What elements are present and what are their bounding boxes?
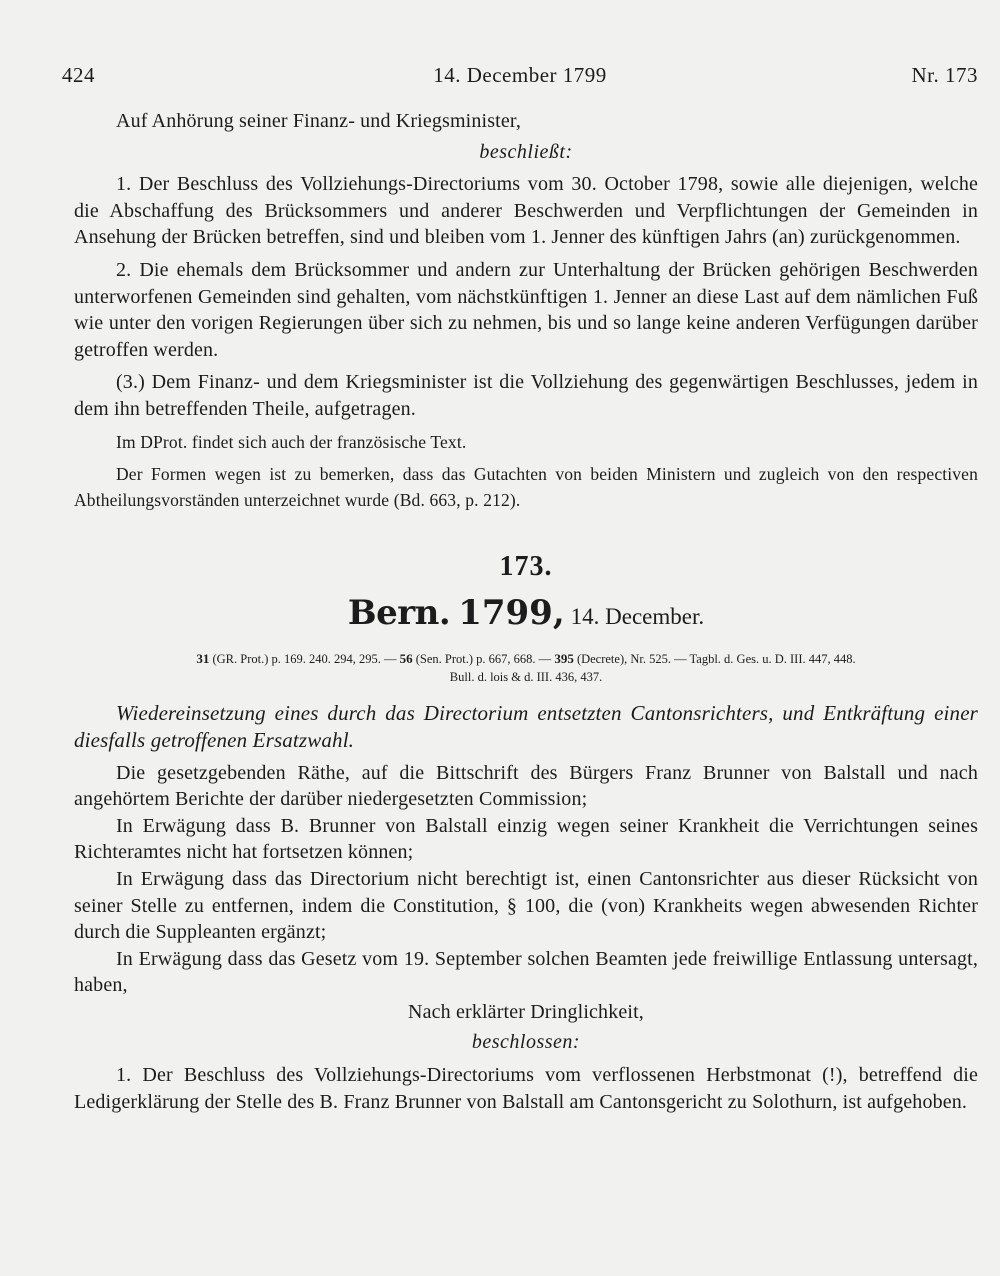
references-line-2: Bull. d. lois & d. III. 436, 437. <box>449 669 603 684</box>
entry-paragraph-2: In Erwägung dass B. Brunner von Balstall einzig wegen seiner Krankheit die Verrichtungen seines Richteramtes nicht hat fortsetzen können; <box>74 814 978 864</box>
entry-paragraph-5: 1. Der Beschluss des Vollziehungs-Directoriums vom verflossenen Herbstmonat (!), betreffend die Ledigerklärung der Stelle des B. Franz Brunner von Balstall am Cantonsgericht zu Solothurn, ist aufgehoben. <box>74 1064 978 1113</box>
entry-place: Bern. <box>347 592 451 633</box>
header-document-number: Nr. 173 <box>911 63 978 87</box>
entry-number: 173. <box>499 550 553 582</box>
previous-resolve-word: beschließt: <box>479 140 573 163</box>
entry-resolve-word: beschlossen: <box>471 1031 581 1054</box>
editorial-note-1: Im DProt. findet sich auch der französische Text. <box>116 431 467 452</box>
entry-paragraph-4: In Erwägung dass das Gesetz vom 19. September solchen Beamten jede freiwillige Entlassung untersagt, haben, <box>74 947 978 997</box>
entry-paragraph-3: In Erwägung dass das Directorium nicht berechtigt ist, einen Cantonsrichter aus dieser Rücksicht von seiner Stelle zu entfernen, indem die Constitution, § 100, die (von) Krankheits wegen abwesenden Richter durch die Suppleanten ergänzt; <box>74 867 978 944</box>
previous-paragraph-3: (3.) Dem Finanz- und dem Kriegsminister ist die Vollziehung des gegenwärtigen Beschlusses, jedem in dem ihn betreffenden Theile, aufgetragen. <box>74 371 978 420</box>
reference-number: 31 <box>196 650 210 666</box>
header-date: 14. December 1799 <box>433 63 607 87</box>
previous-paragraph-1: 1. Der Beschluss des Vollziehungs-Directoriums vom 30. October 1798, sowie alle diejenigen, welche die Abschaffung des Brücksommers und anderer Beschwerden und Verpflichtungen der Gemeinden in Ansehung der Brücken betreffen, sind und bleiben vom 1. Jenner des künftigen Jahrs (an) zurückgenommen. <box>74 173 978 249</box>
editorial-note-2: Der Formen wegen ist zu bemerken, dass das Gutachten von beiden Ministern und zugleich von den respectiven Abtheilungsvorständen unterzeichnet wurde (Bd. 663, p. 212). <box>74 463 978 510</box>
previous-intro: Auf Anhörung seiner Finanz- und Kriegsminister, <box>116 110 522 132</box>
entry-subject: Wiedereinsetzung eines durch das Directorium entsetzten Cantonsrichters, und Entkräftung einer diesfalls getroffenen Ersatzwahl. <box>74 700 978 752</box>
reference-number: 56 <box>399 650 413 666</box>
page-body <box>74 108 978 1115</box>
reference-number: 395 <box>554 650 574 666</box>
reference-text: (GR. Prot.) p. 169. 240. 294, 295. — <box>212 651 397 666</box>
entry-urgency: Nach erklärter Dringlichkeit, <box>408 1000 644 1023</box>
entry-year: 1799, <box>458 592 565 633</box>
source-references <box>74 650 978 686</box>
entry-date: 14. December. <box>570 603 705 629</box>
references-line-1 <box>74 650 978 668</box>
reference-text: (Sen. Prot.) p. 667, 668. — <box>415 651 552 666</box>
entry-heading <box>74 593 978 640</box>
page-number: 424 <box>62 63 95 87</box>
entry-paragraph-1: Die gesetzgebenden Räthe, auf die Bittschrift des Bürgers Franz Brunner von Balstall und nach angehörtem Berichte der darüber niedergesetzten Commission; <box>74 761 978 811</box>
reference-text: (Decrete), Nr. 525. — Tagbl. d. Ges. u. D. III. 447, 448. <box>576 651 856 666</box>
previous-paragraph-2: 2. Die ehemals dem Brücksommer und andern zur Unterhaltung der Brücken gehörigen Beschwerden unterworfenen Gemeinden sind gehalten, vom nächstkünftigen 1. Jenner an diese Last auf dem nämlichen Fuß wie unter den vorigen Regierungen über sich zu nehmen, bis und so lange keine anderen Verfügungen darüber getroffen werden. <box>74 258 978 361</box>
running-header <box>62 63 978 93</box>
